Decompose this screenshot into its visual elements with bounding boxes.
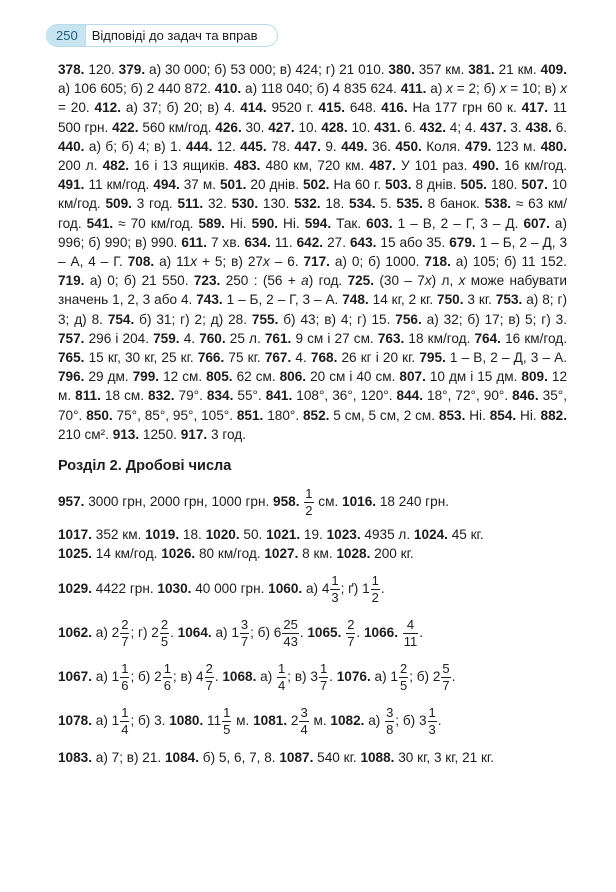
answers-line: 957. 3000 грн, 2000 грн, 1000 грн. 958. $\frac{1}{2}$ см. 1016. 18 240 грн. xyxy=(58,486,449,519)
answers-line: 1083. а) 7; в) 21. 1084. б) 5, 6, 7, 8. 1087. 540 кг. 1088. 30 кг, 3 кг, 21 кг. xyxy=(58,749,494,765)
answers-line: 1029. 4422 грн. 1030. 40 000 грн. 1060. а) 4 $\frac{1}{3}$ ; ґ) 1 $\frac{1}{2}$ . xyxy=(58,572,385,605)
answers-line: 1067. а) 1 $\frac{1}{6}$ ; б) 2 $\frac{1}{6}$ ; в) 4 $\frac{2}{7}$ . 1068. а) $\frac{1}{4}$ ; в) 3 $\frac{1}{7}$ . 1076. а) 1 $\frac{2}{5}$ ; б) 2 $\frac{5}{7}$ . xyxy=(58,660,456,693)
answers-line: 1062. а) 2 $\frac{2}{7}$ ; г) 2 $\frac{2}{5}$ . 1064. а) 1 $\frac{3}{7}$ ; б) 6 $\frac{25}{43}$ . 1065. $\frac{2}{7}$ . 1066. $\frac{4}{11}$ . xyxy=(58,616,424,649)
answers-content xyxy=(58,60,567,767)
section2-title: Розділ 2. Дробові числа xyxy=(58,458,232,475)
page-number: 250 xyxy=(47,25,86,46)
answers-line: 1078. а) 1 $\frac{1}{4}$ ; б) 3. 1080. 11 $\frac{1}{5}$ м. 1081. 2 $\frac{3}{4}$ м. 1082. а) $\frac{3}{8}$ ; б) 3 $\frac{1}{3}$ . xyxy=(58,704,442,737)
running-title: Відповіді до задач та вправ xyxy=(91,28,258,43)
answers-line: 1017. 352 км. 1019. 18. 1020. 50. 1021. 19. 1023. 4935 л. 1024. 45 кг. 1025. 14 км/год. 1026. 80 км/год. 1027. 8 км. 1028. 200 кг. xyxy=(58,527,484,562)
page-header xyxy=(46,24,278,47)
section1-answers: 378. 120. 379. а) 30 000; б) 53 000; в) 424; г) 21 010. 380. 357 км. 381. 21 км. 409. а) 106 605; б) 2 440 872. 410. а) 118 040; б) 4 835 624. 411. а) x = 2; б) x = 10; в) x = 20. 412. а) 37; б) 20; в) 4. 414. 9520 г. 415. 648. 416. На 177 грн 60 к. 417. 11 500 грн. 422. 560 км/год. 426. 30. 427. 10. 428. 10. 431. 6. 432. 4; 4. 437. 3. 438. 6. 440. а) б; б) 4; в) 1. 444. 12. 445. 78. 447. 9. 449. 36. 450. Коля. 479. 123 м. 480. 200 л. 482. 16 і 13 ящиків. 483. 480 км, 720 км. 487. У 101 раз. 490. 16 км/год. 491. 11 км/год. 494. 37 м. 501. 20 днів. 502. На 60 г. 503. 8 днів. 505. 180. 507. 10 км/год. 509. 3 год. 511. 32. 530. 130. 532. 18. 534. 5. 535. 8 банок. 538. ≈ 63 км/год. 541. ≈ 70 км/год. 589. Ні. 590. Ні. 594. Так. 603. 1 – В, 2 – Г, 3 – Д. 607. а) 996; б) 990; в) 990. 611. 7 хв. 634. 11. 642. 27. 643. 15 або 35. 679. 1 – Б, 2 – Д, 3 – А, 4 – Г. 708. а) 11x + 5; в) 27x – 6. 717. а) 0; б) 1000. 718. а) 105; б) 11 152. 719. а) 0; б) 21 550. 723. 250 : (56 + a) год. 725. (30 – 7x) л, x може набувати значень 1, 2, 3 або 4. 743. 1 – Б, 2 – Г, 3 – А. 748. 14 кг, 2 кг. 750. 3 кг. 753. а) 8; г) 3; д) 8. 754. б) 31; г) 2; д) 28. 755. б) 43; в) 4; г) 15. 756. а) 32; б) 17; в) 5; г) 3. 757. 296 і 204. 759. 4. 760. 25 л. 761. 9 см і 27 см. 763. 18 км/год. 764. 16 км/год. 765. 15 кг, 30 кг, 25 кг. 766. 75 кг. 767. 4. 768. 26 кг і 20 кг. 795. 1 – В, 2 – Д, 3 – А. 796. 29 дм. 799. 12 см. 805. 62 см. 806. 20 см і 40 см. 807. 10 дм і 15 дм. 809. 12 м. 811. 18 см. 832. 79°. 834. 55°. 841. 108°, 36°, 120°. 844. 18°, 72°, 90°. 846. 35°, 70°. 850. 75°, 85°, 95°, 105°. 851. 180°. 852. 5 см, 5 см, 2 см. 853. Ні. 854. Ні. 882. 210 см². 913. 1250. 917. 3 год. xyxy=(58,62,568,442)
